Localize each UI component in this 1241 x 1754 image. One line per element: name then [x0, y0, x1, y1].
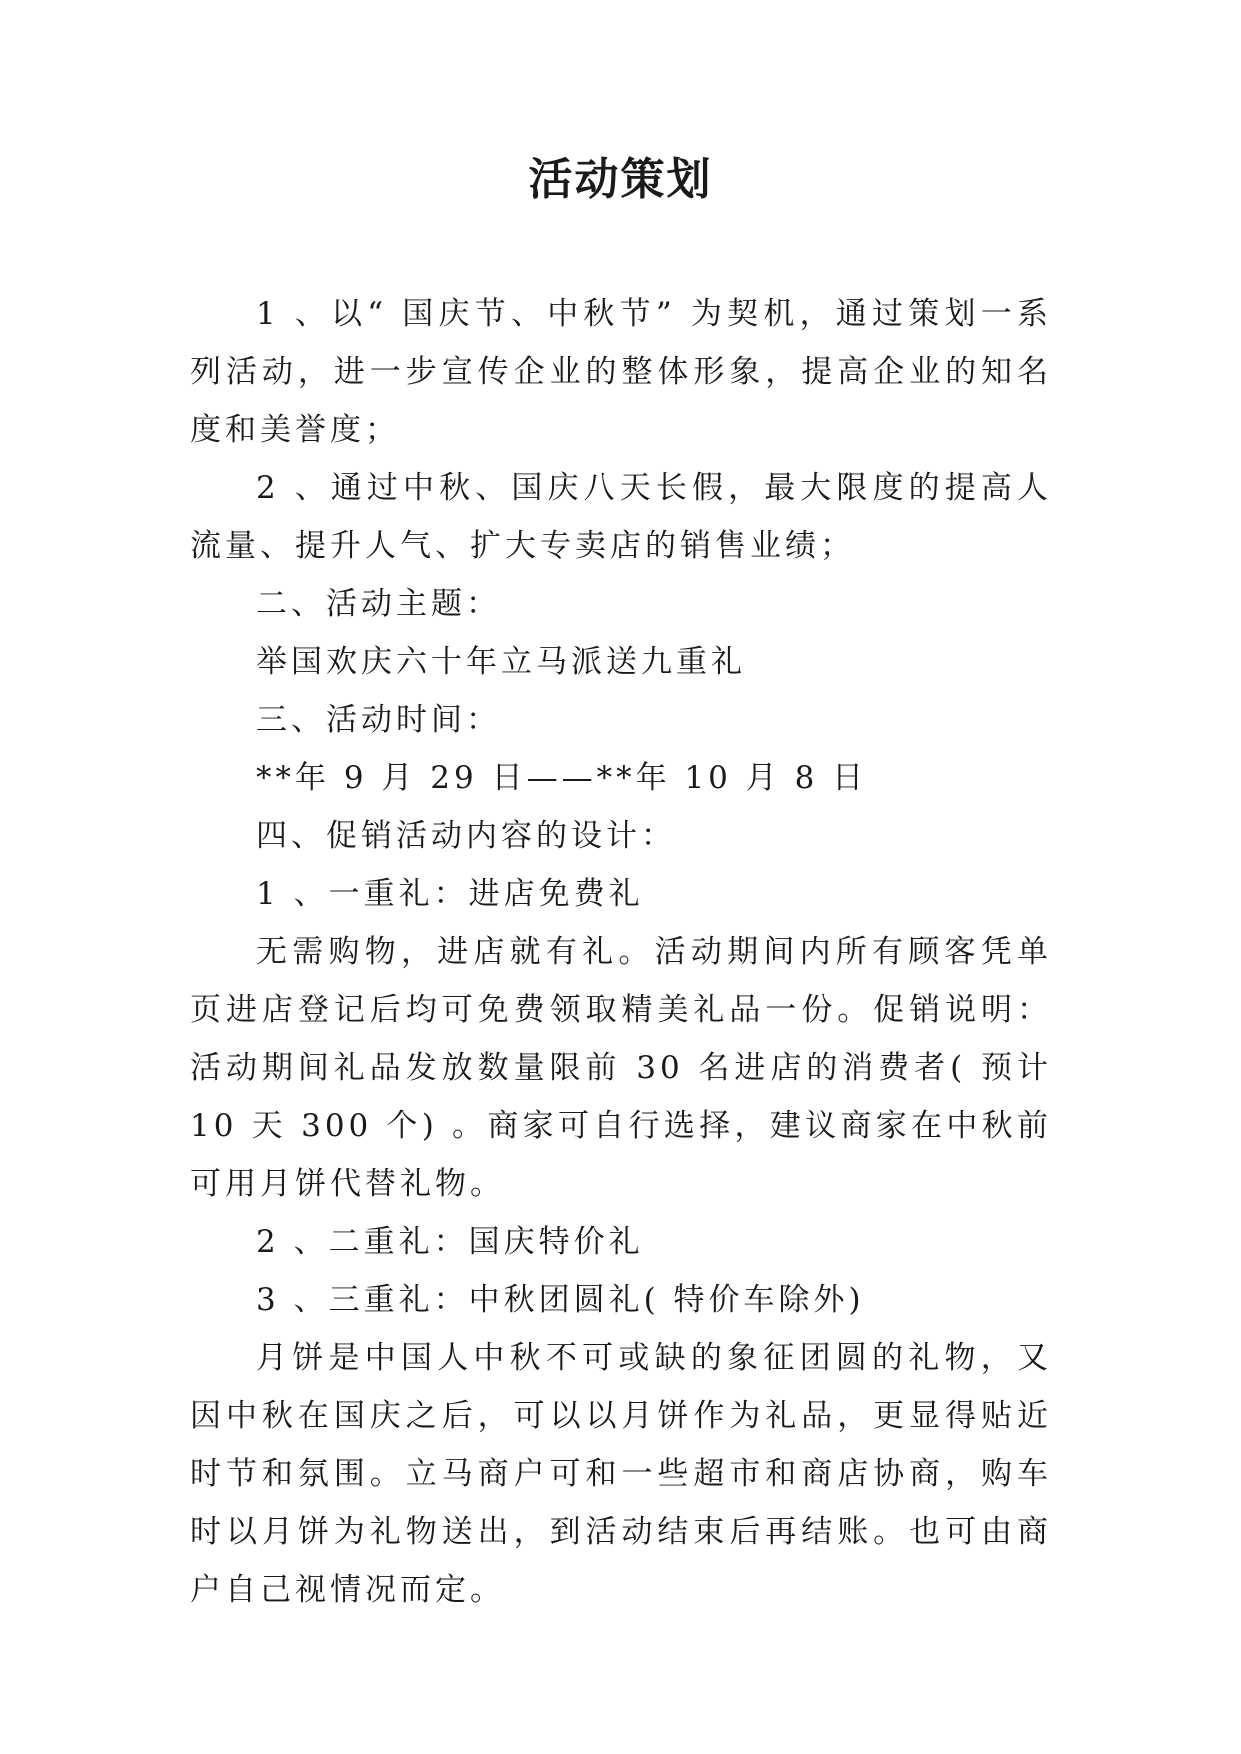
- heading-activity-time: 三、活动时间：: [256, 702, 501, 738]
- heading-gift-2: 2 、二重礼：国庆特价礼: [256, 1224, 644, 1260]
- paragraph-time: **年 9 月 29 日——**年 10 月 8 日: [256, 760, 868, 796]
- paragraph-objective-1: 1 、以“ 国庆节、中秋节” 为契机，通过策划一系列活动，进一步宣传企业的整体形象，提高企业的知名度和美誉度；: [190, 296, 1052, 448]
- paragraph-objective-2: 2 、通过中秋、国庆八天长假，最大限度的提高人流量、提升人气、扩大专卖店的销售业绩；: [190, 470, 1052, 564]
- heading-activity-theme: 二、活动主题：: [256, 586, 501, 622]
- document-body: [190, 285, 1052, 1619]
- paragraph-theme: 举国欢庆六十年立马派送九重礼: [256, 644, 746, 680]
- paragraph-gift-3: 月饼是中国人中秋不可或缺的象征团圆的礼物，又因中秋在国庆之后，可以以月饼作为礼品，更显得贴近时节和氛围。立马商户可和一些超市和商店协商，购车时以月饼为礼物送出，到活动结束后再结账。也可由商户自己视情况而定。: [190, 1340, 1052, 1608]
- document-title: 活动策划: [528, 154, 713, 205]
- heading-gift-1: 1 、一重礼：进店免费礼: [256, 876, 644, 912]
- paragraph-gift-1: 无需购物，进店就有礼。活动期间内所有顾客凭单页进店登记后均可免费领取精美礼品一份。促销说明：活动期间礼品发放数量限前 30 名进店的消费者( 预计 10 天 300 个) 。商家可自行选择，建议商家在中秋前可用月饼代替礼物。: [190, 934, 1052, 1202]
- heading-gift-3: 3 、三重礼：中秋团圆礼( 特价车除外): [256, 1282, 865, 1318]
- heading-promotion-design: 四、促销活动内容的设计：: [256, 818, 676, 854]
